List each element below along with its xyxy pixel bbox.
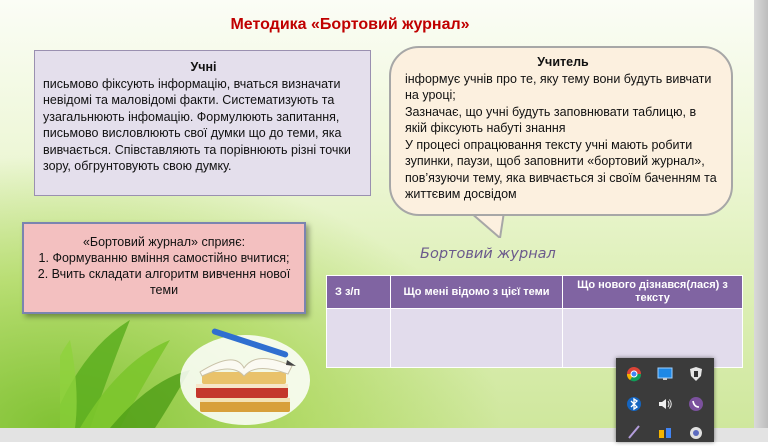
column-header-new: Що нового дізнався(лася) з тексту bbox=[563, 276, 743, 309]
benefit-item-2: 2. Вчить складати алгоритм вивчення нової теми bbox=[37, 267, 291, 297]
teacher-speech-bubble bbox=[389, 46, 733, 216]
books-and-leaves-illustration bbox=[60, 310, 310, 428]
teacher-line-3: У процесі опрацювання тексту учні мають робити зупинки, паузи, щоб заповнити «бортовий журнал», пов’язуючи тему, яка вивчається зі своїм баченням та життєвим досвідом bbox=[405, 137, 717, 201]
chrome-icon[interactable] bbox=[624, 366, 644, 386]
pupils-box bbox=[34, 50, 371, 196]
benefit-item-1: 1. Формуванню вміння самостійно вчитися; bbox=[38, 251, 290, 265]
pupils-body: письмово фіксують інформацію, вчаться визначати невідомі та маловідомі факти. Систематизують та узагальнюють інфомацію. Формулюють запитання, письмово висловлюють свої думки що до теми, яка вивчається. Співставляють та порівнюють різні точки зору, обгрунтовують свою думку. bbox=[43, 76, 351, 173]
volume-icon[interactable] bbox=[655, 396, 675, 416]
slide-title: Методика «Бортовий журнал» bbox=[230, 16, 470, 33]
window-edge bbox=[754, 0, 768, 442]
table-cell bbox=[327, 309, 391, 368]
column-header-number: З з/п bbox=[327, 276, 391, 309]
system-tray-overflow bbox=[616, 358, 714, 442]
teacher-line-1: інформує учнів про те, яку тему вони будуть вивчати на уроці; bbox=[405, 71, 712, 102]
column-header-known: Що мені відомо з цієї теми bbox=[391, 276, 563, 309]
display-icon[interactable] bbox=[655, 366, 675, 386]
journal-table bbox=[326, 275, 743, 368]
security-shield-icon[interactable] bbox=[686, 366, 706, 386]
teacher-line-2: Зазначає, що учні будуть заповнювати таблицю, в якій фіксують набуті знання bbox=[405, 104, 697, 135]
teacher-heading: Учитель bbox=[537, 55, 589, 69]
app-icon-2[interactable] bbox=[686, 424, 706, 444]
viber-icon[interactable] bbox=[686, 396, 706, 416]
bluetooth-icon[interactable] bbox=[624, 396, 644, 416]
app-icon[interactable] bbox=[655, 424, 675, 444]
benefits-intro: «Бортовий журнал» сприяє: bbox=[82, 235, 246, 249]
journal-label: Бортовий журнал bbox=[420, 246, 556, 262]
benefits-box bbox=[22, 222, 306, 314]
table-cell bbox=[391, 309, 563, 368]
pupils-heading: Учні bbox=[190, 60, 217, 74]
pen-icon[interactable] bbox=[624, 424, 644, 444]
